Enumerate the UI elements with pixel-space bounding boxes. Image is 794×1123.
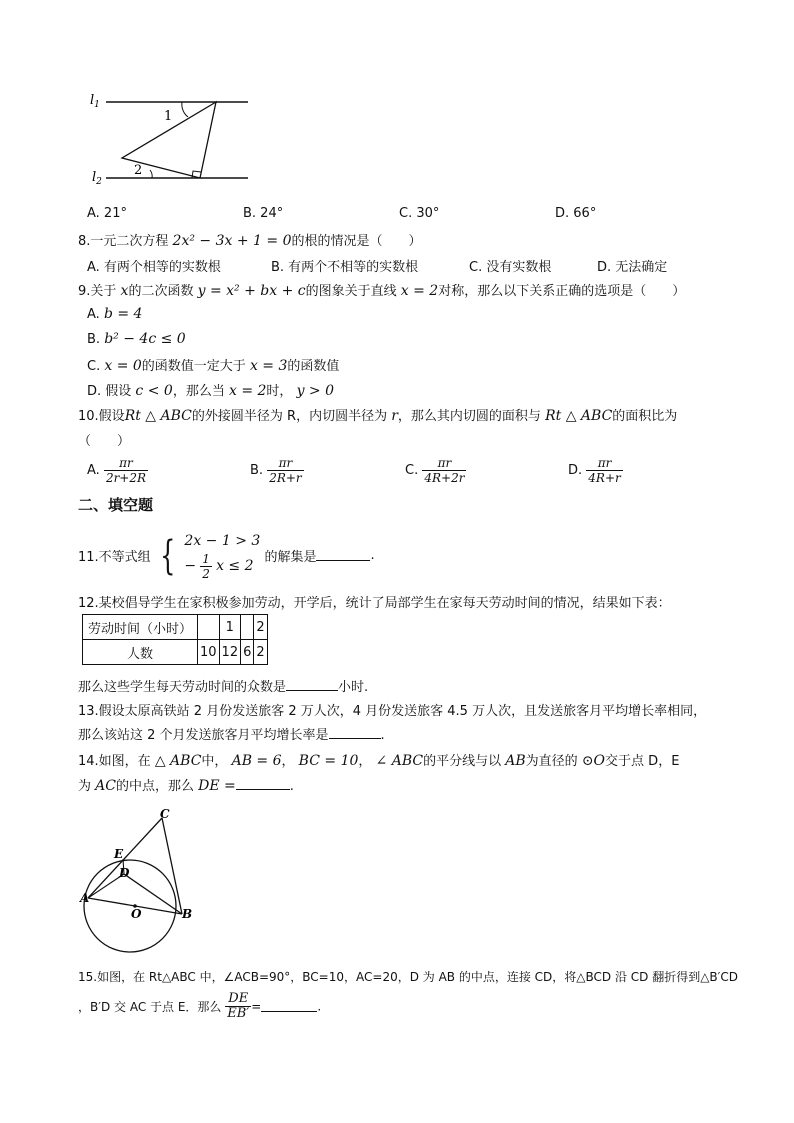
q7-option-a[interactable]: A. 21° [87, 206, 127, 221]
q15-question: ，B′D 交 AC 于点 E．那么 $\frac{DE}{EB'}$ = . [78, 991, 322, 1021]
segment-ac [88, 818, 162, 898]
q15-stem: 15.如图，在 Rt△ABC 中，∠ACB=90°，BC=10，AC=20，D 为 AB 的中点，连接 CD，将△BCD 沿 CD 翻折得到△B′CD [78, 970, 739, 984]
angle-2-arc [150, 170, 152, 178]
q7-option-b[interactable]: B. 24° [243, 206, 284, 221]
label-d: D [119, 866, 130, 880]
q14-answer-blank[interactable] [236, 779, 290, 790]
table-cell: 10 [198, 640, 220, 665]
label-b: B [182, 907, 193, 921]
segment-bc [162, 818, 182, 914]
label-a: A [80, 891, 90, 905]
parallel-lines-figure [84, 88, 254, 188]
q8-option-c[interactable]: C. 没有实数根 [469, 260, 552, 275]
q9-option-a[interactable]: A. b = 4 [87, 306, 143, 322]
q10-stem-end: （ ） [78, 434, 131, 449]
q10-stem: 10.假设Rt △ ABC的外接圆半径为 R，内切圆半径为 r，那么其内切圆的面积与 Rt △ ABC的面积比为 [78, 408, 678, 424]
table-row [83, 615, 268, 640]
q10-option-a[interactable]: A. $\frac{\pi r}{2r+2R}$ [87, 456, 147, 485]
q15-answer-blank[interactable] [261, 1001, 317, 1012]
table-cell: 人数 [83, 640, 198, 665]
q10-option-a-fraction: $\frac{\pi r}{2r+2R}$ [105, 456, 147, 485]
q11-answer-blank[interactable] [316, 550, 370, 561]
label-e: E [114, 847, 124, 861]
q8-equation: 2x² − 3x + 1 = 0 [172, 233, 292, 249]
table-cell: 12 [219, 640, 241, 665]
table-cell: 1 [219, 615, 241, 640]
q10-option-c[interactable]: C. $\frac{\pi r}{4R+2r}$ [405, 456, 465, 485]
label-angle-2: 2 [134, 163, 143, 178]
q11-system: 2x − 1 > 3 − $\frac{1}{2}$ x ≤ 2 [184, 533, 261, 581]
q7-option-c[interactable]: C. 30° [399, 206, 440, 221]
table-cell: 劳动时间（小时） [83, 615, 198, 640]
q8-option-a[interactable]: A. 有两个相等的实数根 [87, 260, 221, 275]
q10-option-d[interactable]: D. $\frac{\pi r}{4R+r}$ [568, 456, 621, 485]
label-c: C [160, 808, 170, 821]
q7-option-d[interactable]: D. 66° [555, 206, 597, 221]
q12-table [82, 614, 268, 665]
angle-1-arc [182, 102, 188, 117]
table-row [83, 640, 268, 665]
q9-option-d[interactable]: D. 假设 c < 0，那么当 x = 2时， y > 0 [87, 383, 335, 399]
table-cell [198, 615, 220, 640]
circle-o [84, 860, 176, 952]
q13-answer-blank[interactable] [329, 728, 381, 739]
q9-stem: 9.关于 x的二次函数 y = x² + bx + c的图象关于直线 x = 2对称，那么以下关系正确的选项是（ ） [78, 283, 686, 299]
q8-option-b[interactable]: B. 有两个不相等的实数根 [271, 260, 419, 275]
q12-answer-blank[interactable] [286, 680, 338, 691]
q10-option-b[interactable]: B. $\frac{\pi r}{2R+r}$ [250, 456, 302, 485]
q10-option-b-fraction: $\frac{\pi r}{2R+r}$ [269, 456, 302, 485]
q15-fraction: $\frac{DE}{EB'}$ [227, 991, 250, 1021]
q12-stem: 12.某校倡导学生在家积极参加劳动，开学后，统计了局部学生在家每天劳动时间的情况，结果如下表： [78, 596, 671, 611]
q8-stem: 8.一元二次方程 2x² − 3x + 1 = 0的根的情况是（ ） [78, 233, 422, 249]
q14-question: 为 AC的中点，那么 DE = . [78, 778, 294, 794]
q13-stem: 13.假设太原高铁站 2 月份发送旅客 2 万人次，4 月份发送旅客 4.5 万人次，且发送旅客月平均增长率相同， [78, 704, 707, 719]
table-cell: 2 [254, 640, 267, 665]
section-fill-in-title: 二、填空题 [78, 496, 154, 514]
table-cell: 6 [241, 640, 254, 665]
table-cell: 2 [254, 615, 267, 640]
q13-question: 那么该站这 2 个月发送旅客月平均增长率是 . [78, 728, 385, 743]
label-l2: $l_2$ [92, 170, 102, 187]
label-angle-1: 1 [164, 109, 173, 124]
label-l1: $l_1$ [90, 93, 100, 110]
q9-option-c[interactable]: C. x = 0的函数值一定大于 x = 3的函数值 [87, 358, 340, 374]
q10-option-d-fraction: $\frac{\pi r}{4R+r}$ [588, 456, 621, 485]
q9-option-b[interactable]: B. b² − 4c ≤ 0 [87, 331, 186, 347]
q11-brace: { [159, 532, 176, 579]
label-o: O [131, 907, 142, 921]
q14-stem: 14.如图，在 △ ABC中， AB = 6， BC = 10， ∠ ABC的平分线与以 AB为直径的 ⊙O交于点 D，E [78, 753, 680, 769]
q12-question: 那么这些学生每天劳动时间的众数是 小时. [78, 680, 369, 695]
q8-option-d[interactable]: D. 无法确定 [597, 260, 668, 275]
circle-triangle-figure [78, 808, 198, 953]
q11-stem: 11.不等式组 { 2x − 1 > 3 − $\frac{1}{2}$ x ≤ 2 的解集是 . [78, 530, 375, 581]
table-cell [241, 615, 254, 640]
q10-option-c-fraction: $\frac{\pi r}{4R+2r}$ [424, 456, 465, 485]
